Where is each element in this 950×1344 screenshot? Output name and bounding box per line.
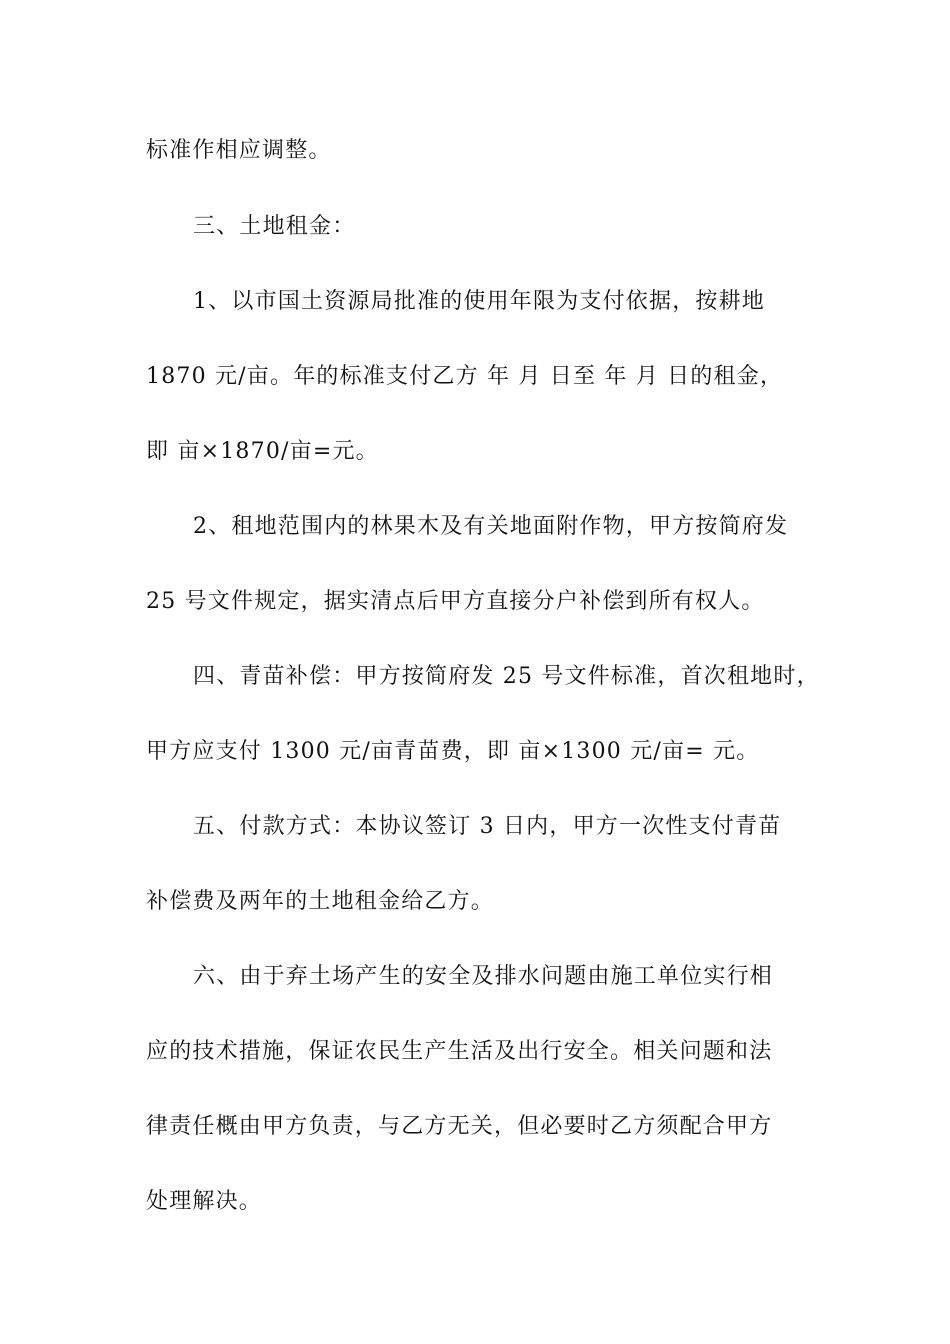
text-line-14: 律责任概由甲方负责，与乙方无关，但必要时乙方须配合甲方: [146, 1114, 773, 1139]
text-line-9: 甲方应支付 1300 元/亩青苗费，即 亩×1300 元/亩= 元。: [146, 739, 760, 764]
text-line-7: 25 号文件规定，据实清点后甲方直接分户补偿到所有权人。: [146, 589, 765, 614]
section-heading-payment-method: 五、付款方式：本协议签订 3 日内，甲方一次性支付青苗: [193, 814, 782, 839]
text-line-15: 处理解决。: [146, 1189, 263, 1214]
text-line-5: 即 亩×1870/亩=元。: [146, 439, 379, 464]
text-line-4: 1870 元/亩。年的标准支付乙方 年 月 日至 年 月 日的租金，: [146, 364, 784, 389]
text-line-11: 补偿费及两年的土地租金给乙方。: [146, 889, 495, 914]
text-line-13: 应的技术措施，保证农民生产生活及出行安全。相关问题和法: [146, 1039, 773, 1064]
section-heading-land-rent: 三、土地租金：: [193, 214, 356, 239]
section-heading-safety-drainage: 六、由于弃土场产生的安全及排水问题由施工单位实行相: [193, 964, 774, 989]
text-line-1: 标准作相应调整。: [146, 138, 332, 163]
text-line-6: 2、租地范围内的林果木及有关地面附作物，甲方按简府发: [193, 514, 789, 539]
text-line-3: 1、以市国土资源局批准的使用年限为支付依据，按耕地: [193, 289, 765, 314]
section-heading-seedling-compensation: 四、青苗补偿：甲方按简府发 25 号文件标准，首次租地时，: [193, 664, 820, 689]
